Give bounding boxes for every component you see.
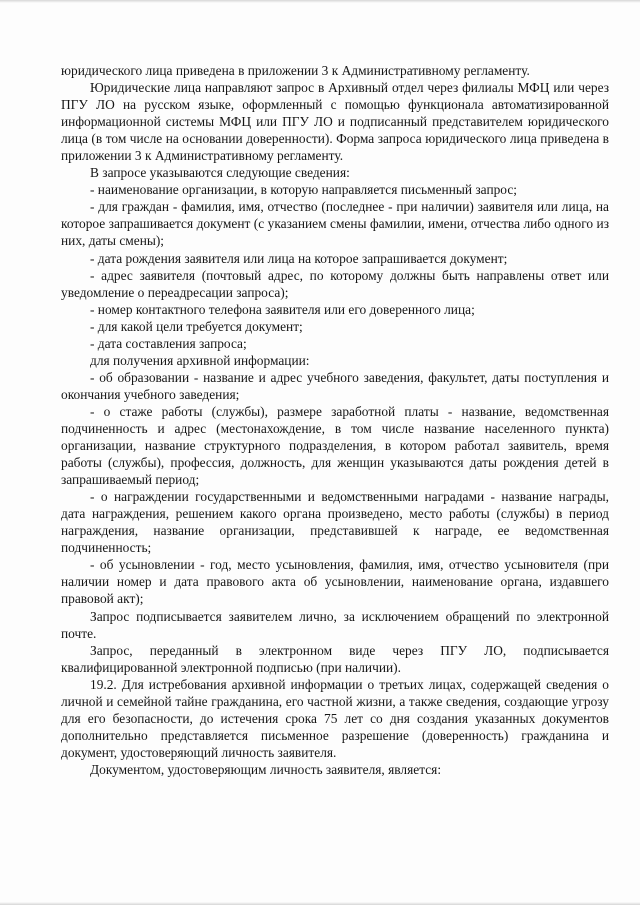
- list-item-adoption: - об усыновлении - год, место усыновления, фамилия, имя, отчество усыновителя (при наличии номер и дата правового акта об усыновлении, наименование органа, издавшего правовой акт);: [61, 557, 609, 607]
- list-item-phone: - номер контактного телефона заявителя или его доверенного лица;: [90, 301, 475, 317]
- list-item-awards: - о награждении государственными и ведомственными наградами - название награды, дата награждения, решением какого органа произведено, место работы (службы) в период награждения, название организации, представившей к награде, ее ведомственная подчиненность;: [61, 489, 609, 556]
- paragraph-section-19-2: 19.2. Для истребования архивной информации о третьих лицах, содержащей сведения о личной и семейной тайне гражданина, его частной жизни, а также сведения, создающие угрозу для его безопасности, до истечения срока 75 лет со дня создания указанных документов дополнительно представляется письменное разрешение (доверенность) гражданина и документ, удостоверяющий личность заявителя.: [61, 676, 609, 760]
- list-item-education: - об образовании - название и адрес учебного заведения, факультет, даты поступления и окончания учебного заведения;: [61, 369, 609, 402]
- list-item-request-date: - дата составления запроса;: [90, 335, 247, 351]
- paragraph-archive-info-intro: для получения архивной информации:: [90, 352, 310, 368]
- paragraph-request-info-intro: В запросе указываются следующие сведения:: [90, 165, 350, 181]
- list-item-work-experience: - о стаже работы (службы), размере заработной платы - название, ведомственная подчиненность и адрес (местонахождение, в том числе название населенного пункта) организации, название структурного подразделения, в котором работал заявитель, время работы (службы), профессия, должность, для женщин указываются даты рождения детей в запрашиваемый период;: [61, 403, 609, 488]
- list-item-organization-name: - наименование организации, в которую направляется письменный запрос;: [90, 182, 517, 198]
- scan-edge-top: [0, 0, 640, 3]
- list-item-address: - адрес заявителя (почтовый адрес, по которому должны быть направлены ответ или уведомление о переадресации запроса);: [61, 267, 609, 300]
- paragraph-legal-entities: Юридические лица направляют запрос в Архивный отдел через филиалы МФЦ или через ПГУ ЛО на русском языке, оформленный с помощью функционала автоматизированной информационной системы МФЦ или ПГУ ЛО и подписанный представителем юридического лица (в том числе на основании доверенности). Форма запроса юридического лица приведена в приложении 3 к Административному регламенту.: [61, 80, 609, 164]
- list-item-citizen-name: - для граждан - фамилия, имя, отчество (последнее - при наличии) заявителя или лица, на которое запрашивается документ (с указанием смены фамилии, имени, отчества либо одного из них, даты смены);: [61, 199, 609, 249]
- document-body: [61, 62, 609, 778]
- paragraph-identity-document: Документом, удостоверяющим личность заявителя, является:: [90, 761, 442, 777]
- list-item-birth-date: - дата рождения заявителя или лица на которое запрашивается документ;: [90, 250, 508, 266]
- paragraph-electronic-signature: Запрос, переданный в электронном виде через ПГУ ЛО, подписывается квалифицированной электронной подписью (при наличии).: [61, 642, 609, 675]
- paragraph-continuation: юридического лица приведена в приложении 3 к Административному регламенту.: [61, 63, 530, 78]
- paragraph-signature: Запрос подписывается заявителем лично, за исключением обращений по электронной почте.: [61, 608, 609, 641]
- list-item-purpose: - для какой цели требуется документ;: [90, 318, 303, 334]
